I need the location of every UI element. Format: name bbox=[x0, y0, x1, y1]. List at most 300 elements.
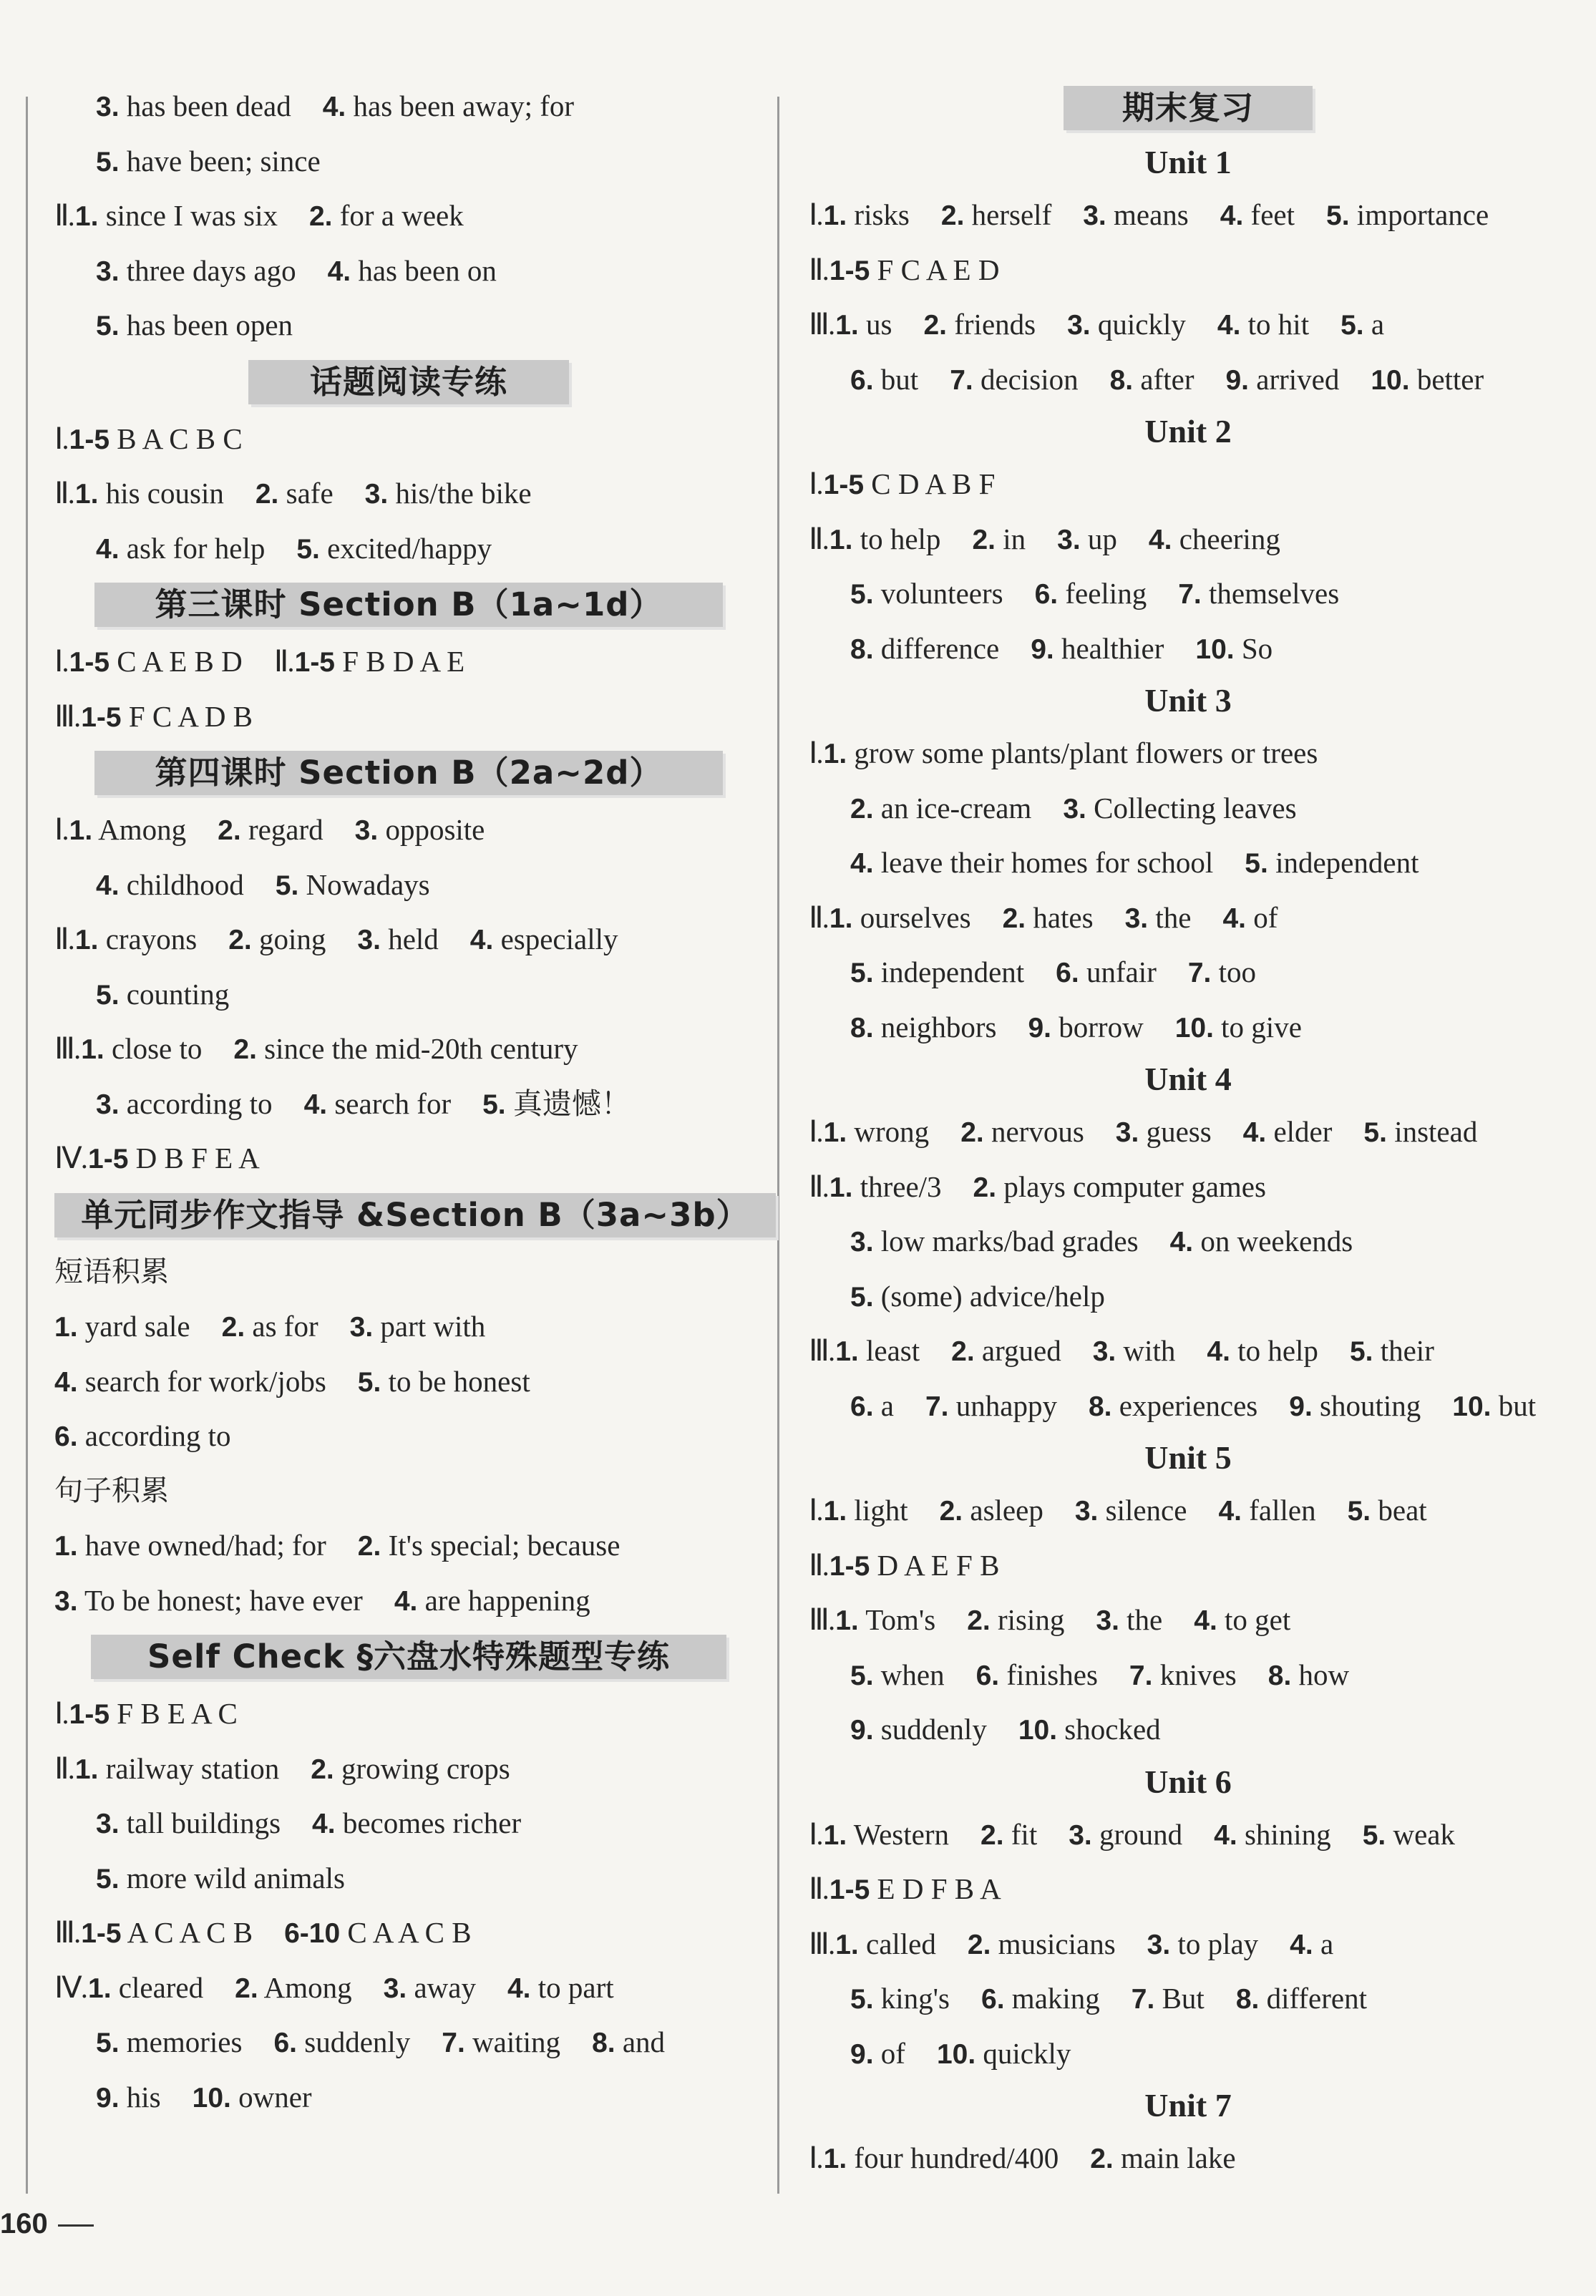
answer-item bbox=[1132, 1971, 1205, 2028]
question-number: 1-5 bbox=[829, 1550, 870, 1582]
answer-item bbox=[81, 1021, 202, 1078]
question-number: 1. bbox=[823, 1819, 847, 1851]
answer-item bbox=[829, 1862, 1001, 1918]
answer-item bbox=[592, 2015, 665, 2071]
question-number: 1-5 bbox=[69, 424, 110, 455]
answer-text: childhood bbox=[126, 867, 244, 901]
question-number: 4. bbox=[322, 92, 346, 122]
answer-item bbox=[218, 802, 323, 859]
answer-item bbox=[1225, 352, 1339, 409]
question-number: 6-10 bbox=[284, 1918, 341, 1949]
answer-item bbox=[1057, 512, 1117, 568]
answer-item bbox=[1175, 1000, 1302, 1056]
answer-item bbox=[850, 566, 1003, 623]
answer-item bbox=[358, 1354, 530, 1411]
question-number: 2. bbox=[967, 1929, 991, 1960]
answer-text: away bbox=[414, 1970, 476, 2004]
question-number: 2. bbox=[1002, 903, 1026, 934]
answer-text: have owned/had; for bbox=[84, 1529, 326, 1562]
answer-text: us bbox=[866, 308, 892, 341]
question-number: 1. bbox=[823, 200, 847, 231]
question-number: 1. bbox=[823, 2144, 847, 2174]
answer-line bbox=[54, 521, 763, 576]
roman-numeral: Ⅰ bbox=[54, 814, 62, 847]
question-number: 1. bbox=[69, 815, 93, 846]
answer-line bbox=[54, 857, 763, 913]
answer-text: yard sale bbox=[84, 1310, 190, 1343]
answer-item bbox=[309, 188, 464, 245]
page-number-dash bbox=[58, 2224, 94, 2227]
answer-item bbox=[81, 689, 253, 746]
answer-item bbox=[355, 802, 485, 859]
answer-text: F C A D B bbox=[128, 699, 253, 733]
answer-text: to help bbox=[860, 522, 941, 555]
answer-text: Among bbox=[98, 813, 187, 846]
answer-line bbox=[54, 79, 763, 134]
answer-line: Ⅳ.1-5 D B F E A bbox=[54, 1131, 763, 1186]
answer-text: ourselves bbox=[860, 900, 971, 934]
answer-text: better bbox=[1416, 362, 1484, 396]
answer-item bbox=[1340, 297, 1384, 354]
question-number: 5. bbox=[96, 1863, 120, 1894]
answer-text: when bbox=[880, 1658, 945, 1691]
answer-item bbox=[1214, 1807, 1331, 1864]
answer-text: but bbox=[1498, 1388, 1537, 1422]
question-number: 2. bbox=[951, 1336, 975, 1367]
answer-text: his/the bike bbox=[395, 477, 532, 510]
answer-item bbox=[1348, 1483, 1427, 1539]
answer-text: king's bbox=[880, 1982, 950, 2015]
question-number: 3. bbox=[1069, 1819, 1092, 1851]
answer-text: growing crops bbox=[341, 1751, 510, 1785]
roman-numeral: Ⅰ bbox=[54, 646, 62, 678]
answer-line bbox=[54, 1076, 763, 1132]
question-number: 6. bbox=[850, 1391, 874, 1422]
answer-text: their bbox=[1380, 1334, 1434, 1367]
question-number: 5. bbox=[296, 533, 320, 565]
question-number: 2. bbox=[1090, 2144, 1114, 2174]
answer-text: quickly bbox=[983, 2036, 1071, 2070]
question-number: 1-5 bbox=[294, 647, 335, 678]
answer-text: safe bbox=[286, 477, 334, 510]
answer-text: themselves bbox=[1208, 577, 1340, 610]
answer-text: tall buildings bbox=[126, 1806, 281, 1839]
question-number: 2. bbox=[233, 1034, 257, 1065]
question-number: 4. bbox=[1220, 200, 1244, 231]
answer-item bbox=[1018, 1702, 1161, 1759]
question-number: 1-5 bbox=[69, 647, 110, 678]
answer-line bbox=[54, 243, 763, 298]
question-number: 3. bbox=[1092, 1336, 1116, 1367]
question-number: 2. bbox=[235, 1972, 258, 2004]
question-number: 3. bbox=[364, 479, 389, 510]
question-number: 2. bbox=[939, 1496, 963, 1527]
answer-item bbox=[1149, 512, 1280, 568]
answer-line: Ⅰ.1. risks 2. herself 3. means 4. feet 5. importance bbox=[809, 188, 1567, 243]
answer-item bbox=[69, 412, 243, 468]
roman-numeral: Ⅱ bbox=[809, 1873, 822, 1906]
answer-line bbox=[54, 298, 763, 353]
section-heading: 期末复习 bbox=[1064, 86, 1313, 130]
answer-line: Ⅰ.1. Among 2. regard 3. opposite bbox=[54, 802, 763, 857]
unit-heading: Unit 7 bbox=[1144, 2087, 1232, 2124]
answer-item bbox=[69, 1686, 238, 1743]
question-number: 7. bbox=[925, 1391, 949, 1422]
answer-line bbox=[54, 1851, 763, 1906]
roman-numeral: Ⅱ bbox=[54, 477, 68, 510]
answer-text: of bbox=[1253, 900, 1278, 934]
answer-item bbox=[1207, 1323, 1318, 1380]
answer-item bbox=[1243, 1104, 1333, 1161]
roman-numeral: Ⅲ bbox=[54, 1917, 74, 1950]
answer-text: arrived bbox=[1256, 362, 1340, 396]
question-number: 6. bbox=[54, 1421, 78, 1452]
answer-line bbox=[809, 1971, 1567, 2026]
answer-item bbox=[96, 967, 229, 1023]
question-number: 10. bbox=[1371, 364, 1410, 396]
answer-text: to hit bbox=[1247, 308, 1310, 341]
answer-item bbox=[1003, 890, 1094, 947]
answer-text: according to bbox=[126, 1086, 273, 1120]
question-number: 2. bbox=[221, 1312, 245, 1343]
question-number: 2. bbox=[228, 925, 252, 955]
question-number: 5. bbox=[1347, 1496, 1371, 1527]
answer-line bbox=[809, 945, 1567, 1000]
answer-item bbox=[350, 1299, 486, 1356]
answer-text: It's special; because bbox=[388, 1529, 621, 1562]
question-number: 9. bbox=[1289, 1391, 1313, 1422]
answer-item bbox=[482, 1076, 631, 1133]
question-number: 10. bbox=[1452, 1391, 1492, 1422]
answer-text: has been open bbox=[126, 308, 293, 341]
answer-line: Ⅲ.1. Tom's 2. rising 3. the 4. to get bbox=[809, 1592, 1567, 1648]
answer-text: more wild animals bbox=[126, 1861, 345, 1894]
answer-text: fallen bbox=[1249, 1494, 1316, 1527]
unit-heading: Unit 4 bbox=[1144, 1061, 1232, 1097]
answer-line: Ⅲ.1. us 2. friends 3. quickly 4. to hit 5. a bbox=[809, 297, 1567, 352]
answer-item bbox=[1195, 621, 1273, 678]
answer-item bbox=[1125, 890, 1192, 947]
answer-line bbox=[809, 1378, 1567, 1434]
answer-text: C A A C B bbox=[347, 1916, 472, 1949]
answer-item bbox=[951, 1323, 1061, 1380]
answer-text: becomes richer bbox=[342, 1806, 522, 1839]
answer-text: search for bbox=[334, 1086, 452, 1120]
answer-text: a bbox=[1371, 308, 1385, 341]
question-number: 7. bbox=[442, 2028, 465, 2058]
answer-item bbox=[1147, 1917, 1259, 1973]
question-number: 2. bbox=[311, 1753, 334, 1785]
answer-text: to be honest bbox=[388, 1364, 530, 1398]
question-number: 3. bbox=[96, 1809, 120, 1839]
question-number: 5. bbox=[850, 958, 874, 988]
answer-text: argued bbox=[981, 1334, 1061, 1367]
question-number: 1. bbox=[835, 1336, 859, 1367]
question-number: 3. bbox=[1067, 310, 1091, 341]
question-number: 3. bbox=[1115, 1117, 1139, 1148]
answer-text: are happening bbox=[424, 1583, 590, 1617]
answer-text: three days ago bbox=[126, 253, 296, 287]
answer-text: independent bbox=[880, 955, 1025, 988]
answer-text: to give bbox=[1221, 1010, 1302, 1044]
question-number: 8. bbox=[1109, 364, 1134, 396]
answer-text: part with bbox=[380, 1310, 486, 1343]
question-number: 2. bbox=[923, 310, 947, 341]
answer-text: opposite bbox=[385, 813, 485, 846]
answer-line bbox=[54, 1796, 763, 1851]
answer-text: different bbox=[1266, 1982, 1367, 2015]
answer-text: an ice-cream bbox=[880, 791, 1032, 824]
roman-numeral: Ⅲ bbox=[809, 1927, 828, 1961]
answer-line bbox=[809, 566, 1567, 621]
answer-text: the bbox=[1127, 1603, 1163, 1636]
answer-text: herself bbox=[971, 198, 1052, 231]
answer-text: (some) advice/help bbox=[880, 1279, 1105, 1313]
answer-text: his bbox=[126, 2080, 161, 2113]
answer-text: B A C B C bbox=[117, 422, 243, 455]
question-number: 1. bbox=[74, 1753, 99, 1785]
answer-item bbox=[81, 1905, 253, 1962]
answer-item bbox=[96, 2015, 242, 2071]
answer-line bbox=[809, 1269, 1567, 1324]
roman-numeral: Ⅳ bbox=[54, 1142, 81, 1175]
answer-text: leave their homes for school bbox=[880, 846, 1214, 879]
answer-item bbox=[1075, 1483, 1187, 1539]
answer-text: finishes bbox=[1006, 1658, 1098, 1691]
question-number: 1. bbox=[54, 1531, 78, 1562]
answer-item bbox=[1236, 1971, 1367, 2028]
category-label: 短语积累 bbox=[54, 1255, 169, 1288]
answer-text: with bbox=[1123, 1334, 1176, 1367]
answer-line: Ⅰ.1. grow some plants/plant flowers or trees bbox=[809, 726, 1567, 781]
question-number: 2. bbox=[218, 815, 241, 846]
roman-numeral: Ⅲ bbox=[809, 1335, 828, 1368]
answer-text: to part bbox=[537, 1970, 614, 2004]
roman-numeral: Ⅰ bbox=[809, 2142, 817, 2175]
answer-item bbox=[256, 466, 334, 522]
answer-line: Ⅰ.1-5 F B E A C bbox=[54, 1686, 763, 1741]
answer-text: experiences bbox=[1119, 1388, 1258, 1422]
answer-text: his cousin bbox=[105, 477, 224, 510]
answer-item bbox=[940, 1483, 1043, 1539]
roman-numeral: Ⅲ bbox=[809, 308, 828, 341]
answer-item bbox=[835, 1592, 935, 1649]
answer-item bbox=[1063, 781, 1296, 837]
answer-text: ask for help bbox=[126, 531, 266, 565]
answer-item bbox=[829, 890, 971, 947]
question-number: 1. bbox=[823, 739, 847, 769]
question-number: 8. bbox=[1088, 1391, 1112, 1422]
answer-text: musicians bbox=[998, 1927, 1116, 1960]
question-number: 3. bbox=[349, 1312, 374, 1343]
question-number: 1. bbox=[835, 1605, 859, 1636]
question-number: 1. bbox=[835, 1929, 859, 1960]
question-number: 4. bbox=[1148, 524, 1172, 555]
question-number: 1-5 bbox=[69, 1699, 110, 1730]
question-number: 5. bbox=[1245, 848, 1268, 879]
question-number: 4. bbox=[96, 870, 120, 901]
question-number: 3. bbox=[850, 1227, 874, 1258]
answer-text: hates bbox=[1033, 900, 1094, 934]
answer-text: going bbox=[259, 923, 326, 955]
question-number: 2. bbox=[960, 1117, 984, 1148]
answer-item bbox=[75, 188, 278, 245]
answer-item bbox=[54, 1518, 326, 1575]
question-number: 3. bbox=[54, 1585, 78, 1617]
answer-text: fit bbox=[1011, 1817, 1038, 1851]
answer-item bbox=[312, 1796, 521, 1852]
answer-line bbox=[54, 1518, 763, 1573]
question-number: 1-5 bbox=[81, 1918, 122, 1949]
answer-text: how bbox=[1298, 1658, 1350, 1691]
question-number: 8. bbox=[592, 2028, 615, 2058]
question-number: 1. bbox=[74, 479, 99, 510]
question-number: 4. bbox=[507, 1972, 531, 2004]
roman-numeral: Ⅱ bbox=[809, 253, 822, 287]
answer-text: D A E F B bbox=[877, 1548, 1000, 1582]
answer-item bbox=[96, 521, 265, 578]
answer-item bbox=[850, 1378, 894, 1435]
answer-text: search for work/jobs bbox=[84, 1364, 326, 1398]
question-number: 9. bbox=[1028, 1012, 1052, 1044]
answer-item bbox=[69, 634, 243, 691]
question-number: 7. bbox=[1131, 1984, 1155, 2015]
answer-text: owner bbox=[238, 2080, 312, 2113]
answer-item bbox=[96, 134, 321, 190]
answer-line: Ⅲ.1. close to 2. since the mid-20th century bbox=[54, 1021, 763, 1076]
answer-line bbox=[809, 352, 1567, 407]
answer-text: friends bbox=[954, 308, 1036, 341]
answer-text: excited/happy bbox=[327, 531, 492, 565]
answer-text: shouting bbox=[1320, 1388, 1421, 1422]
answer-text: counting bbox=[126, 977, 230, 1011]
answer-item bbox=[75, 466, 224, 522]
answer-item bbox=[1110, 352, 1194, 409]
answer-text: memories bbox=[126, 2025, 243, 2058]
answer-item bbox=[96, 1796, 281, 1852]
answer-line: Ⅱ.1. ourselves 2. hates 3. the 4. of bbox=[809, 890, 1567, 945]
answer-line: Ⅱ.1. to help 2. in 3. up 4. cheering bbox=[809, 512, 1567, 567]
answer-line: Ⅱ.1. three/3 2. plays computer games bbox=[809, 1159, 1567, 1215]
question-number: 4. bbox=[1217, 310, 1241, 341]
question-number: 3. bbox=[1124, 903, 1149, 934]
answer-item bbox=[1363, 1104, 1477, 1161]
answer-text: the bbox=[1155, 900, 1192, 934]
answer-item bbox=[1245, 835, 1419, 892]
answer-text: light bbox=[854, 1494, 908, 1527]
page-number bbox=[0, 2208, 94, 2240]
answer-text: waiting bbox=[472, 2025, 561, 2058]
answer-line bbox=[809, 1702, 1567, 1757]
answer-line: Ⅲ.1. least 2. argued 3. with 4. to help 5. their bbox=[809, 1323, 1567, 1378]
answer-item bbox=[1056, 945, 1157, 1001]
answer-item bbox=[824, 1807, 949, 1864]
answer-line: Ⅰ.1-5 B A C B C bbox=[54, 412, 763, 467]
answer-text: of bbox=[880, 2036, 905, 2070]
answer-item bbox=[824, 2131, 1059, 2187]
left-column bbox=[54, 79, 763, 2124]
roman-numeral: Ⅰ bbox=[809, 1818, 817, 1852]
answer-item bbox=[850, 1971, 950, 2028]
question-number: 9. bbox=[96, 2082, 120, 2113]
answer-line: Ⅰ.1-5 C D A B F bbox=[809, 457, 1567, 512]
question-number: 10. bbox=[936, 2038, 976, 2070]
question-number: 3. bbox=[96, 256, 120, 287]
answer-item bbox=[1350, 1323, 1434, 1380]
answer-line: Ⅲ.1-5 F C A D B bbox=[54, 689, 763, 744]
answer-text: shining bbox=[1244, 1817, 1331, 1851]
answer-text: held bbox=[388, 923, 439, 955]
answer-item bbox=[96, 1076, 273, 1133]
answer-item bbox=[222, 1299, 318, 1356]
question-number: 10. bbox=[1195, 633, 1235, 665]
answer-text: least bbox=[866, 1334, 920, 1367]
answer-item bbox=[54, 1409, 231, 1465]
answer-item bbox=[1170, 1214, 1353, 1270]
question-number: 5. bbox=[96, 146, 120, 177]
answer-item bbox=[193, 2070, 312, 2126]
answer-line: Ⅲ.1. called 2. musicians 3. to play 4. a bbox=[809, 1917, 1567, 1972]
answer-item bbox=[1069, 1807, 1182, 1864]
answer-text: has been away; for bbox=[353, 89, 575, 122]
question-number: 1. bbox=[74, 201, 99, 232]
answer-item bbox=[96, 298, 293, 354]
question-number: 3. bbox=[1096, 1605, 1119, 1636]
question-number: 5. bbox=[1362, 1819, 1386, 1851]
answer-text: in bbox=[1003, 522, 1026, 555]
roman-numeral: Ⅲ bbox=[809, 1604, 828, 1637]
answer-text: a bbox=[1320, 1927, 1334, 1960]
answer-item bbox=[1083, 188, 1189, 244]
category-label: 句子积累 bbox=[54, 1474, 169, 1507]
question-number: 2. bbox=[973, 1172, 997, 1203]
answer-text: cheering bbox=[1179, 522, 1280, 555]
answer-item bbox=[850, 1648, 945, 1704]
question-number: 6. bbox=[981, 1984, 1005, 2015]
answer-item bbox=[973, 1159, 1266, 1216]
roman-numeral: Ⅱ bbox=[273, 646, 288, 678]
answer-line bbox=[54, 1409, 763, 1464]
answer-item bbox=[365, 466, 532, 522]
roman-numeral: Ⅱ bbox=[809, 1170, 822, 1204]
answer-line bbox=[54, 2070, 763, 2125]
answer-text: risks bbox=[854, 198, 910, 231]
answer-text: as for bbox=[252, 1310, 318, 1343]
question-number: 2. bbox=[255, 479, 279, 510]
question-number: 3. bbox=[357, 925, 381, 955]
answer-text: Western bbox=[853, 1817, 949, 1851]
answer-text: on weekends bbox=[1200, 1225, 1353, 1258]
roman-numeral: Ⅱ bbox=[809, 901, 822, 935]
question-number: 2. bbox=[981, 1819, 1004, 1851]
question-number: 4. bbox=[1242, 1117, 1267, 1148]
question-number: 1. bbox=[823, 1496, 847, 1527]
page-number-text: 160 bbox=[0, 2208, 48, 2239]
answer-item bbox=[507, 1960, 614, 2017]
answer-line bbox=[809, 1214, 1567, 1269]
answer-line bbox=[54, 1299, 763, 1354]
question-number: 1. bbox=[829, 903, 853, 934]
answer-item bbox=[972, 512, 1026, 568]
answer-text: difference bbox=[880, 631, 1000, 665]
question-number: 8. bbox=[1267, 1660, 1292, 1691]
left-margin-rule bbox=[26, 97, 28, 2194]
question-number: 1. bbox=[829, 524, 853, 555]
answer-text: a bbox=[880, 1388, 894, 1422]
answer-item bbox=[1268, 1648, 1349, 1704]
answer-item bbox=[96, 79, 291, 135]
question-number: 1. bbox=[835, 310, 859, 341]
